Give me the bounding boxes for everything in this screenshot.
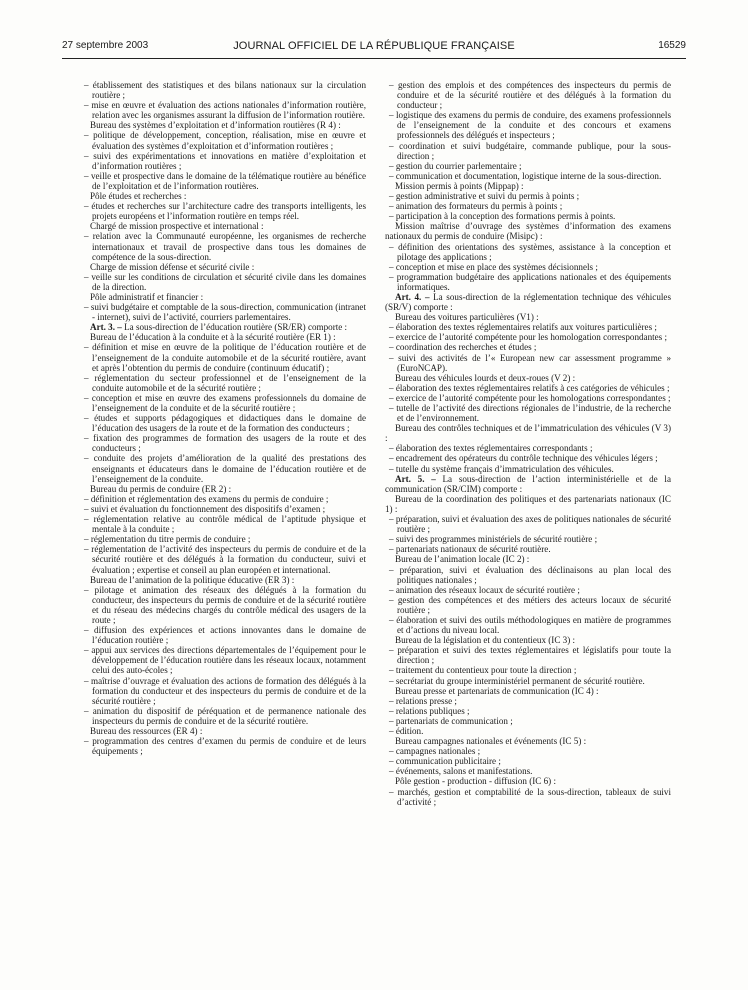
article-paragraph [385,474,671,494]
list-item: – études et supports pédagogiques et didactiques dans le domaine de l’éducation des usagers de la route et de la formation des conducteurs ; [84,413,366,434]
list-item: – préparation et suivi des textes réglementaires et législatifs pour toute la direction ; [389,645,671,666]
list-item: – communication publicitaire ; [389,756,501,767]
list-item: – définition et réglementation des examens du permis de conduire ; [84,493,329,504]
article-text: La sous-direction de l’action interministérielle et de la communication (SR/CIM) comporte : [385,473,671,494]
list-item: – logistique des examens du permis de conduire, des examens professionnels de l’enseignement de la conduite et des concours et examens professionnels des délégués et inspecteurs ; [389,110,671,141]
section-heading: Mission maîtrise d’ouvrage des systèmes d’information des examens nationaux du permis de conduire (Misipc) : [385,221,671,242]
section-heading: Pôle administratif et financier : [90,291,204,302]
list-item: – conduite des projets d’amélioration de la qualité des prestations des enseignants et éducateurs dans le domaine de l’éducation routière et de l’enseignement de la conduite. [84,453,366,484]
list-item: – suivi des activités de l’« European new car assessment programme » (EuroNCAP). [389,352,671,373]
list-item: – coordination et suivi budgétaire, commande publique, pour la sous-direction ; [389,140,671,161]
section-heading: Bureau de l’animation de la politique éducative (ER 3) : [90,574,295,585]
list-item: – traitement du contentieux pour toute la direction ; [389,665,577,676]
section-heading: Pôle gestion - production - diffusion (IC 6) : [395,776,556,787]
list-item: – conception et mise en place des systèmes décisionnels ; [389,261,598,272]
list-item: – élaboration des textes réglementaires relatifs à ces catégories de véhicules ; [389,382,670,393]
list-item: – suivi et évaluation du fonctionnement des dispositifs d’examen ; [84,503,326,514]
list-item: – pilotage et animation des réseaux des délégués à la formation du conducteur, des inspecteurs du permis de conduire et de la sécurité routière et du réseau des médecins chargés du contrôle médical des usagers de la route ; [84,584,366,625]
list-item: – conception et mise en œuvre des examens professionnels du domaine de l’enseignement de la conduite et de la sécurité routière ; [84,392,366,413]
list-item: – élaboration et suivi des outils méthodologiques en matière de programmes et d’actions du niveau local. [389,614,671,636]
list-item: – réglementation du titre permis de conduire ; [84,534,251,545]
section-heading: Bureau des voitures particulières (V1) : [395,312,539,323]
section-heading: Bureau des véhicules lourds et deux-roues (V 2) : [395,372,576,383]
article-paragraph [385,292,671,312]
article-label: Art. 4. – [395,291,430,302]
header-rule [62,58,686,59]
list-item: – coordination des recherches et études ; [389,342,537,353]
list-item: – marchés, gestion et comptabilité de la sous-direction, tableaux de suivi d’activité ; [389,786,671,807]
list-item: – suivi des programmes ministériels de sécurité routière ; [389,534,598,545]
list-item: – mise en œuvre et évaluation des actions nationales d’information routière, relation avec les organismes assurant la diffusion de l’information routière. [84,100,366,121]
list-item: – études et recherches sur l’architecture cadre des transports intelligents, les projets européens et l’information routière en temps réel. [84,201,366,222]
list-item: – gestion administrative et suivi du permis à points ; [389,191,580,202]
list-item: – suivi des expérimentations et innovations en matière d’exploitation et d’information routières ; [84,150,366,171]
list-item: – définition des orientations des systèmes, assistance à la conception et pilotage des applications ; [389,241,671,262]
list-item: – programmation des centres d’examen du permis de conduire et de leurs équipements ; [84,736,366,757]
list-item: – animation du dispositif de péréquation et de permanence nationale des inspecteurs du permis de conduire et de la sécurité routière. [84,705,366,726]
section-heading: Charge de mission défense et sécurité civile : [90,261,255,272]
section-heading: Bureau de l’animation locale (IC 2) : [395,554,530,565]
list-item: – préparation, suivi et évaluation des axes de politiques nationales de sécurité routière ; [389,514,671,535]
list-item: – participation à la conception des formations permis à points. [389,211,616,222]
list-item: – appui aux services des directions départementales de l’équipement pour le développement de l’éducation routière dans les réseaux locaux, notamment celui des auto-écoles ; [84,645,366,676]
section-heading: Bureau presse et partenariats de communication (IC 4) : [395,685,599,696]
section-heading: Bureau des systèmes d’exploitation et d’information routières (R 4) : [90,120,341,131]
right-column [385,80,671,807]
list-item: – tutelle du système français d’immatriculation des véhicules. [389,463,614,474]
article-label: Art. 3. – [90,322,122,333]
list-item: – réglementation de l’activité des inspecteurs du permis de conduire et de la sécurité routière et des délégués à la formation du conducteur, suivi et évaluation ; expertise et conseil au plan européen et international. [84,544,366,575]
section-heading: Bureau du permis de conduire (ER 2) : [90,483,232,494]
list-item: – préparation, suivi et évaluation des déclinaisons au plan local des politiques nationales ; [389,564,671,585]
list-item: – élaboration des textes réglementaires relatifs aux voitures particulières ; [389,322,657,333]
list-item: – politique de développement, conception, réalisation, mise en œuvre et évaluation des systèmes d’exploitation et d’information routières ; [84,130,366,151]
list-item: – édition. [389,726,424,736]
article-label: Art. 5. – [395,473,436,484]
section-heading: Bureau de la législation et du contentieux (IC 3) : [395,635,576,646]
list-item: – veille sur les conditions de circulation et sécurité civile dans les domaines de la direction. [84,271,366,292]
list-item: – relation avec la Communauté européenne, les organismes de recherche internationaux et travail de prospective dans tous les domaines de compétence de la sous-direction. [84,231,366,262]
list-item: – exercice de l’autorité compétente pour les homologation correspondantes ; [389,332,668,343]
list-item: – gestion des compétences et des métiers des acteurs locaux de sécurité routière ; [389,594,671,615]
section-heading: Bureau de l’éducation à la conduite et à la sécurité routière (ER 1) : [90,332,336,343]
list-item: – diffusion des expériences et actions innovantes dans le domaine de l’éducation routière ; [84,625,366,646]
list-item: – animation des réseaux locaux de sécurité routière ; [389,584,580,595]
article-text: La sous-direction de l’éducation routière (SR/ER) comporte : [121,322,348,333]
list-item: – réglementation relative au contrôle médical de l’aptitude physique et mentale à la conduite ; [84,514,366,535]
list-item: – encadrement des opérateurs du contrôle technique des véhicules légers ; [389,453,658,464]
list-item: – campagnes nationales ; [389,746,481,757]
list-item: – élaboration des textes réglementaires correspondants ; [389,443,593,454]
page-header [62,40,686,56]
list-item: – réglementation du secteur professionnel et de l’enseignement de la conduite automobile et de la sécurité routière ; [84,372,366,393]
section-heading: Bureau des ressources (ER 4) : [90,726,203,736]
section-heading: Pôle études et recherches : [90,191,187,202]
list-item: – partenariats nationaux de sécurité routière. [389,544,551,555]
list-item: – définition et mise en œuvre de la politique de l’éducation routière et de l’enseignement de la conduite automobile et de la sécurité routière, avant et après l’obtention du permis de conduire (continuum éducatif) ; [84,342,366,373]
list-item: – relations presse ; [389,695,457,706]
article-paragraph [80,322,366,332]
list-item: – tutelle de l’activité des directions régionales de l’industrie, de la recherche et de l’environnement. [389,403,671,424]
section-heading: Bureau campagnes nationales et événements (IC 5) : [395,736,587,747]
header-date: 27 septembre 2003 [62,40,149,51]
list-item: – partenariats de communication ; [389,715,513,726]
section-heading: Bureau des contrôles techniques et de l’immatriculation des véhicules (V 3) : [385,423,671,444]
page-number: 16529 [658,40,686,51]
list-item: – exercice de l’autorité compétente pour les homologations correspondantes ; [389,392,671,403]
journal-title: JOURNAL OFFICIEL DE LA RÉPUBLIQUE FRANÇAISE [233,40,515,52]
list-item: – secrétariat du groupe interministériel permanent de sécurité routière. [389,675,645,686]
list-item: – relations publiques ; [389,705,470,716]
list-item: – gestion des emplois et des compétences des inspecteurs du permis de conduire et de la sécurité routière et des délégués à la formation du conducteur ; [389,80,671,111]
list-item: – programmation budgétaire des applications nationales et des équipements informatiques. [389,271,671,292]
list-item: – événements, salons et manifestations. [389,766,533,777]
article-text: La sous-direction de la réglementation technique des véhicules (SR/V) comporte : [385,291,671,313]
section-heading: Bureau de la coordination des politiques et des partenariats nationaux (IC 1) : [385,493,671,514]
list-item: – veille et prospective dans le domaine de la télématique routière au bénéfice de l’exploitation et de l’information routières. [84,170,366,191]
list-item: – établissement des statistiques et des bilans nationaux sur la circulation routière ; [84,80,366,101]
left-column [80,80,366,756]
list-item: – gestion du courrier parlementaire ; [389,160,522,171]
section-heading: Chargé de mission prospective et international : [90,221,264,232]
list-item: – suivi budgétaire et comptable de la sous-direction, communication (intranet - internet), suivi de l’activité, courriers parlementaires. [84,302,366,323]
list-item: – animation des formateurs du permis à points ; [389,201,563,212]
list-item: – fixation des programmes de formation des usagers de la route et des conducteurs ; [84,433,366,454]
section-heading: Mission permis à points (Mippap) : [395,180,524,191]
list-item: – communication et documentation, logistique interne de la sous-direction. [389,170,662,181]
list-item: – maîtrise d’ouvrage et évaluation des actions de formation des délégués à la formation du conducteur et des inspecteurs du permis de conduire et de la sécurité routière ; [84,675,366,706]
